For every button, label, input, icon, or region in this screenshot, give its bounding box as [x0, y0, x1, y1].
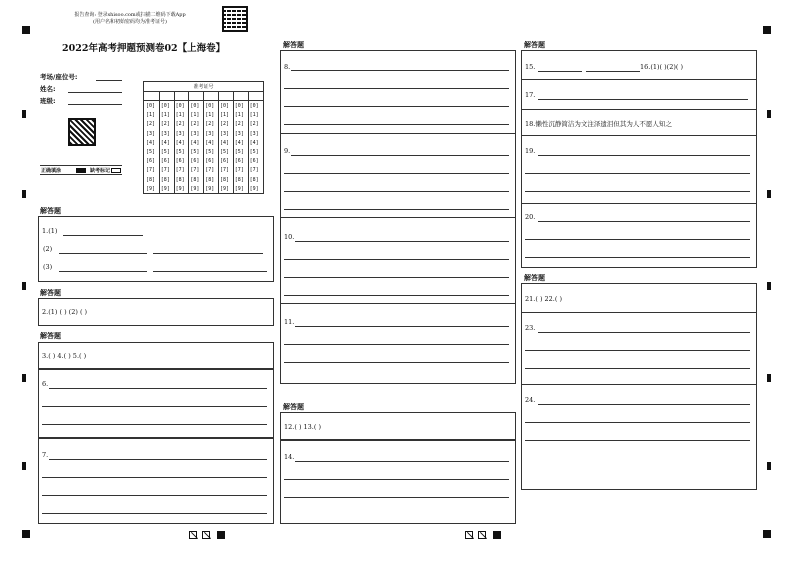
section-label: 解答题 — [283, 41, 304, 49]
filled-bubble-icon — [76, 168, 86, 173]
admission-digit-bubble[interactable]: [6] — [160, 158, 170, 165]
barcode-qr — [68, 118, 96, 146]
page-mark-icon — [493, 531, 501, 539]
admission-digit-bubble[interactable]: [3] — [146, 130, 156, 137]
q1-part3: (3) — [43, 263, 53, 271]
answer-box-q7 — [38, 438, 274, 524]
admission-digit-bubble[interactable]: [8] — [234, 176, 244, 183]
admission-digit-bubble[interactable]: [2] — [234, 121, 244, 128]
admission-digit-bubble[interactable]: [8] — [220, 176, 230, 183]
empty-bubble-icon — [111, 168, 121, 173]
q20-answer-line[interactable] — [525, 257, 750, 258]
admission-digit-bubble[interactable]: [3] — [234, 130, 244, 137]
admission-digit-bubble[interactable]: [4] — [160, 139, 170, 146]
section-label: 解答题 — [40, 207, 61, 215]
section-label: 解答题 — [283, 403, 304, 411]
timing-mark — [22, 374, 26, 382]
q8-label: 8. — [284, 63, 291, 71]
q9-label: 9. — [284, 147, 291, 155]
admission-digit-bubble[interactable]: [0] — [146, 103, 156, 109]
admission-digit-bubble[interactable]: [9] — [146, 185, 156, 192]
q20-label: 20. — [525, 213, 536, 221]
report-note — [60, 12, 200, 26]
q1-answer-line[interactable] — [59, 253, 147, 254]
answer-box-q8-11 — [280, 50, 516, 384]
section-label: 解答题 — [524, 41, 545, 49]
admission-digit-bubble[interactable]: [7] — [205, 167, 215, 174]
admission-digit-bubble[interactable]: [7] — [175, 167, 185, 174]
q11-label: 11. — [284, 318, 295, 326]
q7-answer-line[interactable] — [42, 495, 267, 496]
q19-label: 19. — [525, 147, 536, 155]
q1-answer-line[interactable] — [153, 271, 267, 272]
admission-digit-bubble[interactable]: [4] — [175, 139, 185, 146]
name-field[interactable] — [68, 92, 122, 93]
admission-digit-bubble[interactable]: [7] — [146, 167, 156, 174]
admission-digit-bubble[interactable]: [3] — [160, 130, 170, 137]
admission-digit-bubble[interactable]: [3] — [249, 130, 259, 137]
admission-digit-bubble[interactable]: [9] — [234, 185, 244, 192]
admission-digit-bubble[interactable]: [7] — [234, 167, 244, 174]
qr-code — [222, 6, 248, 32]
q6-answer-line[interactable] — [42, 424, 267, 425]
answer-box-q12-13 — [280, 412, 516, 440]
admission-digit-bubble[interactable]: [6] — [190, 158, 200, 165]
admission-digit-bubble[interactable]: [1] — [220, 112, 230, 119]
admission-digit-bubble[interactable]: [1] — [160, 112, 170, 119]
q24-answer-line[interactable] — [538, 404, 750, 405]
q19-answer-line[interactable] — [538, 155, 750, 156]
admission-digit-bubble[interactable]: [4] — [234, 139, 244, 146]
admission-digit-bubble[interactable]: [7] — [220, 167, 230, 174]
q8-answer-line[interactable] — [291, 70, 509, 71]
q1-answer-line[interactable] — [63, 235, 143, 236]
legend — [40, 165, 122, 175]
q11-answer-line[interactable] — [284, 344, 509, 345]
seat-field[interactable] — [96, 80, 122, 81]
admission-digit-bubble[interactable]: [9] — [190, 185, 200, 192]
admission-digit-bubble[interactable]: [2] — [249, 121, 259, 128]
q11-answer-line[interactable] — [284, 362, 509, 363]
note-line: (用户名和初始密码均为准考证号) — [93, 19, 167, 25]
admission-digit-bubble[interactable]: [1] — [249, 112, 259, 119]
admission-digit-bubble[interactable]: [1] — [146, 112, 156, 119]
admission-digit-bubble[interactable]: [7] — [190, 167, 200, 174]
timing-mark — [22, 282, 26, 290]
admission-digit-bubble[interactable]: [0] — [205, 103, 215, 109]
q17-answer-line[interactable] — [538, 99, 748, 100]
q9-answer-line[interactable] — [284, 173, 509, 174]
q18-text: 18.懒性沉静简洁为文注泽遗泪但其为人不愿人知之 — [525, 120, 672, 128]
admission-digit-bubble[interactable]: [3] — [205, 130, 215, 137]
timing-mark — [767, 462, 771, 470]
q10-answer-line[interactable] — [295, 241, 509, 242]
q9-answer-line[interactable] — [284, 191, 509, 192]
admission-digit-bubble[interactable]: [5] — [146, 149, 156, 155]
q19-answer-line[interactable] — [525, 191, 750, 192]
q12-text: 12.( ) 13.( ) — [284, 423, 322, 431]
q9-answer-line[interactable] — [291, 155, 509, 156]
q10-answer-line[interactable] — [284, 259, 509, 260]
admission-digit-bubble[interactable]: [9] — [220, 185, 230, 192]
q14-label: 14. — [284, 453, 295, 461]
admission-digit-bubble[interactable]: [6] — [220, 158, 230, 165]
admission-digit-bubble[interactable]: [5] — [249, 149, 259, 155]
admission-digit-bubble[interactable]: [2] — [146, 121, 156, 128]
admission-digit-bubble[interactable]: [4] — [146, 139, 156, 146]
q15-answer-line[interactable] — [538, 71, 582, 72]
timing-mark — [767, 282, 771, 290]
answer-box-q3-5 — [38, 342, 274, 369]
admission-digit-bubble[interactable]: [1] — [234, 112, 244, 119]
note-line: 报告查询: 登录shisoo.com或扫描二维码下载App — [74, 12, 186, 18]
q7-label: 7. — [42, 451, 49, 459]
page-mark-icon — [189, 531, 197, 539]
admission-digit-bubble[interactable]: [8] — [205, 176, 215, 183]
admission-digit-bubble[interactable]: [2] — [190, 121, 200, 128]
admission-digit-bubble[interactable]: [2] — [160, 121, 170, 128]
legend-correct: 正确填涂 — [41, 168, 62, 174]
q6-label: 6. — [42, 380, 49, 388]
q23-answer-line[interactable] — [538, 332, 750, 333]
q7-answer-line[interactable] — [49, 459, 267, 460]
admission-digit-bubble[interactable]: [9] — [175, 185, 185, 192]
q8-answer-line[interactable] — [284, 124, 509, 125]
q16-text: 16.(1)( )(2)( ) — [640, 63, 684, 71]
q8-answer-line[interactable] — [284, 106, 509, 107]
admission-digit-bubble[interactable]: [4] — [205, 139, 215, 146]
q23-answer-line[interactable] — [525, 368, 750, 369]
admission-digit-bubble[interactable]: [1] — [190, 112, 200, 119]
q23-answer-line[interactable] — [525, 350, 750, 351]
section-label: 解答题 — [40, 289, 61, 297]
admission-digit-bubble[interactable]: [8] — [190, 176, 200, 183]
admission-digit-bubble[interactable]: [5] — [220, 149, 230, 155]
q24-label: 24. — [525, 396, 536, 404]
q14-answer-line[interactable] — [295, 461, 509, 462]
page-mark-icon — [202, 531, 210, 539]
answer-box-q6 — [38, 369, 274, 438]
q1-answer-line[interactable] — [59, 271, 147, 272]
q21-text: 21.( ) 22.( ) — [525, 295, 563, 303]
admission-digit-bubble[interactable]: [7] — [160, 167, 170, 174]
timing-mark — [763, 26, 771, 34]
admission-digit-bubble[interactable]: [0] — [175, 103, 185, 109]
q6-answer-line[interactable] — [42, 406, 267, 407]
admission-digit-bubble[interactable]: [6] — [205, 158, 215, 165]
name-label: 姓名: — [40, 85, 56, 93]
timing-mark — [767, 374, 771, 382]
q15-label: 15. — [525, 63, 536, 71]
admission-digit-bubble[interactable]: [9] — [160, 185, 170, 192]
admission-digit-bubble[interactable]: [8] — [249, 176, 259, 183]
q20-answer-line[interactable] — [525, 239, 750, 240]
q14-answer-line[interactable] — [284, 497, 509, 498]
admission-digit-bubble[interactable]: [1] — [175, 112, 185, 119]
q15-answer-line[interactable] — [586, 71, 640, 72]
q19-answer-line[interactable] — [525, 173, 750, 174]
admission-digit-bubble[interactable]: [0] — [160, 103, 170, 109]
q1-answer-line[interactable] — [153, 253, 263, 254]
timing-mark — [22, 530, 30, 538]
q7-answer-line[interactable] — [42, 477, 267, 478]
class-label: 班级: — [40, 97, 56, 105]
admission-digit-bubble[interactable]: [4] — [190, 139, 200, 146]
admission-digit-bubble[interactable]: [6] — [249, 158, 259, 165]
answer-box-q15-20 — [521, 50, 757, 268]
timing-mark — [22, 26, 30, 34]
admission-digit-bubble[interactable]: [9] — [249, 185, 259, 192]
admission-digit-bubble[interactable]: [0] — [190, 103, 200, 109]
admission-digit-bubble[interactable]: [0] — [249, 103, 259, 109]
admission-digit-bubble[interactable]: [6] — [234, 158, 244, 165]
q8-answer-line[interactable] — [284, 88, 509, 89]
q10-answer-line[interactable] — [284, 295, 509, 296]
q20-answer-line[interactable] — [538, 221, 750, 222]
seat-label: 考场/座位号: — [40, 73, 78, 81]
admission-digit-bubble[interactable]: [5] — [175, 149, 185, 155]
answer-box-q21-24 — [521, 283, 757, 490]
q23-label: 23. — [525, 324, 536, 332]
admission-digit-bubble[interactable]: [0] — [220, 103, 230, 109]
q11-answer-line[interactable] — [295, 326, 509, 327]
page-title: 2022年高考押题预测卷02【上海卷】 — [62, 43, 226, 54]
timing-mark — [22, 110, 26, 118]
section-label: 解答题 — [40, 332, 61, 340]
timing-mark — [763, 530, 771, 538]
q1-part2: (2) — [43, 245, 53, 253]
q24-answer-line[interactable] — [525, 440, 750, 441]
admission-digit-bubble[interactable]: [0] — [234, 103, 244, 109]
admission-number-grid — [143, 81, 264, 194]
answer-box-q14 — [280, 440, 516, 524]
section-label: 解答题 — [524, 274, 545, 282]
q17-label: 17. — [525, 91, 536, 99]
q24-answer-line[interactable] — [525, 422, 750, 423]
q9-answer-line[interactable] — [284, 209, 509, 210]
q3-text: 3.( ) 4.( ) 5.( ) — [42, 352, 87, 360]
admission-digit-bubble[interactable]: [8] — [175, 176, 185, 183]
q7-answer-line[interactable] — [42, 513, 267, 514]
answer-box-q2 — [38, 298, 274, 326]
admission-digit-bubble[interactable]: [2] — [175, 121, 185, 128]
admission-digit-bubble[interactable]: [4] — [220, 139, 230, 146]
admission-digit-bubble[interactable]: [8] — [160, 176, 170, 183]
admission-digit-bubble[interactable]: [9] — [205, 185, 215, 192]
page-mark-icon — [217, 531, 225, 539]
admission-digit-bubble[interactable]: [8] — [146, 176, 156, 183]
timing-mark — [767, 190, 771, 198]
timing-mark — [22, 190, 26, 198]
admission-digit-bubble[interactable]: [7] — [249, 167, 259, 174]
admission-digit-bubble[interactable]: [6] — [146, 158, 156, 165]
q2-text: 2.(1) ( ) (2) ( ) — [42, 308, 88, 316]
admission-title: 准考证号 — [193, 84, 214, 90]
class-field[interactable] — [68, 104, 122, 105]
admission-digit-bubble[interactable]: [4] — [249, 139, 259, 146]
q1-part1: 1.(1) — [42, 227, 58, 235]
admission-digit-bubble[interactable]: [6] — [175, 158, 185, 165]
page-mark-icon — [465, 531, 473, 539]
timing-mark — [22, 462, 26, 470]
admission-digit-bubble[interactable]: [2] — [220, 121, 230, 128]
admission-digit-bubble[interactable]: [3] — [175, 130, 185, 137]
admission-digit-bubble[interactable]: [3] — [190, 130, 200, 137]
admission-digit-bubble[interactable]: [1] — [205, 112, 215, 119]
q6-answer-line[interactable] — [49, 388, 267, 389]
timing-mark — [767, 110, 771, 118]
q10-label: 10. — [284, 233, 295, 241]
admission-digit-bubble[interactable]: [2] — [205, 121, 215, 128]
page-mark-icon — [478, 531, 486, 539]
admission-digit-bubble[interactable]: [3] — [220, 130, 230, 137]
admission-digit-bubble[interactable]: [5] — [160, 149, 170, 155]
q14-answer-line[interactable] — [284, 479, 509, 480]
q10-answer-line[interactable] — [284, 277, 509, 278]
admission-digit-bubble[interactable]: [5] — [234, 149, 244, 155]
admission-digit-bubble[interactable]: [5] — [205, 149, 215, 155]
admission-digit-bubble[interactable]: [5] — [190, 149, 200, 155]
answer-box-q1 — [38, 216, 274, 282]
legend-missing: 缺考标记 — [90, 168, 111, 174]
